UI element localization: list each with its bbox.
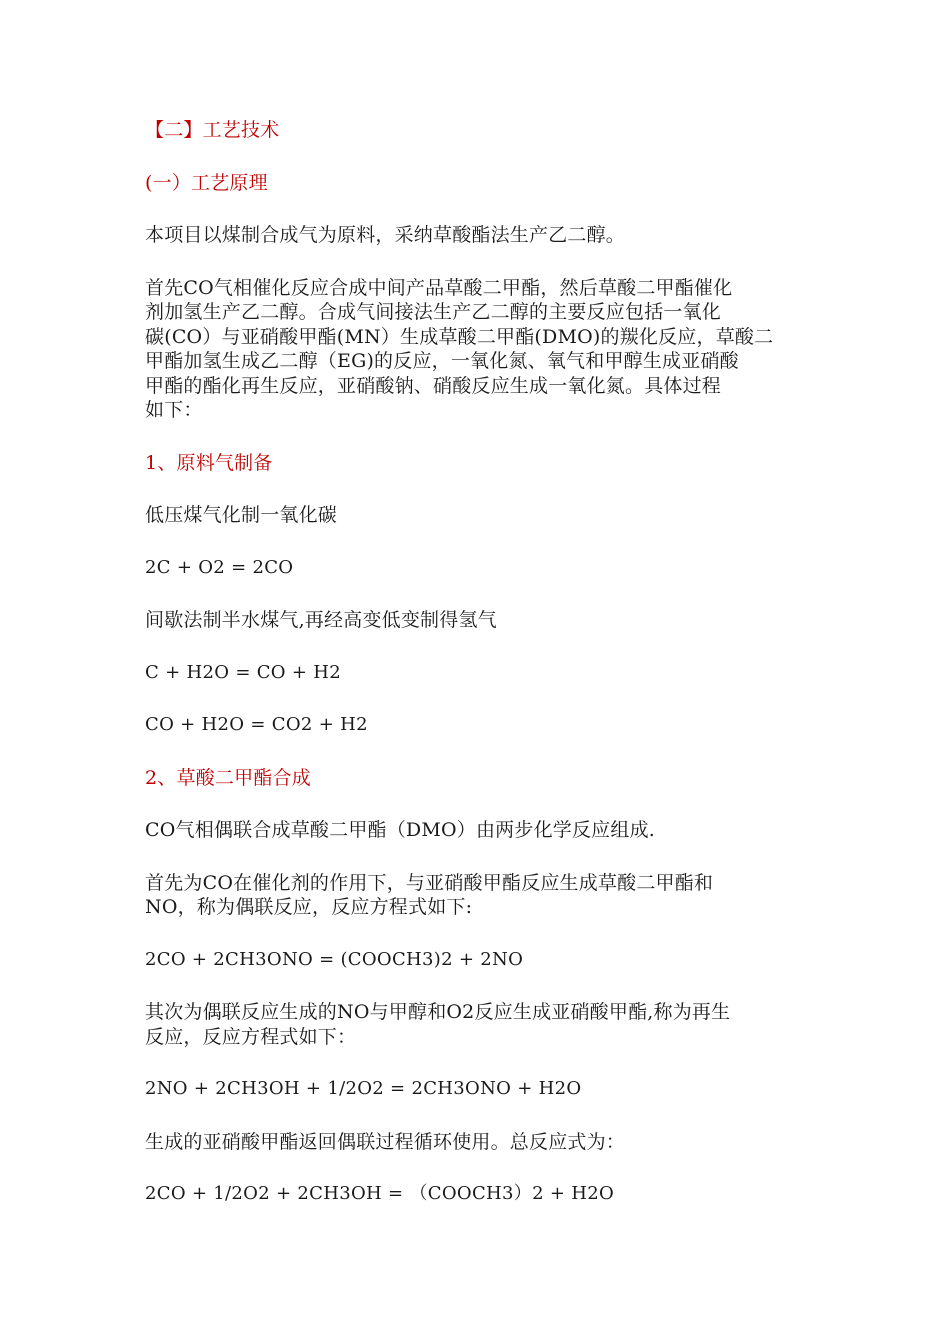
step2-heading: 2、草酸二甲酯合成 <box>145 766 311 789</box>
step1-text-a: 低压煤气化制一氧化碳 <box>145 504 338 526</box>
overview-paragraph <box>145 276 805 423</box>
intro-paragraph: 本项目以煤制合成气为原料，采纳草酸酯法生产乙二醇。 <box>145 224 626 246</box>
step2-text-a: CO气相偶联合成草酸二甲酯（DMO）由两步化学反应组成. <box>145 819 656 841</box>
equation-6: 2CO + 1/2O2 + 2CH3OH = （COOCH3）2 + H2O <box>145 1183 615 1204</box>
step2-text-c-line: 反应，反应方程式如下： <box>145 1025 357 1048</box>
step1-text-b: 间歇法制半水煤气,再经高变低变制得氢气 <box>145 609 497 631</box>
equation-4: 2CO + 2CH3ONO = (COOCH3)2 + 2NO <box>145 948 524 970</box>
equation-3: CO + H2O = CO2 + H2 <box>145 714 368 735</box>
document-page <box>145 118 805 1235</box>
overview-line: 如下： <box>145 399 203 421</box>
overview-line: 首先CO气相催化反应合成中间产品草酸二甲酯，然后草酸二甲酯催化 <box>145 276 733 299</box>
step2-text-b-line: NO，称为偶联反应，反应方程式如下: <box>145 896 473 918</box>
section-title: 【二】工艺技术 <box>145 119 280 141</box>
overview-line: 碳(CO）与亚硝酸甲酯(MN）生成草酸二甲酯(DMO)的羰化反应，草酸二 <box>145 325 774 348</box>
step2-text-d: 生成的亚硝酸甲酯返回偶联过程循环使用。总反应式为： <box>145 1130 626 1153</box>
step2-text-b-line: 首先为CO在催化剂的作用下，与亚硝酸甲酯反应生成草酸二甲酯和 <box>145 871 714 894</box>
step2-text-c-line: 其次为偶联反应生成的NO与甲醇和O2反应生成亚硝酸甲酯,称为再生 <box>145 1001 731 1023</box>
step2-text-b <box>145 871 805 920</box>
step2-text-c <box>145 1000 805 1049</box>
step1-heading: 1、原料气制备 <box>145 451 273 474</box>
equation-2: C + H2O = CO + H2 <box>145 661 342 683</box>
overview-line: 甲酯加氢生成乙二醇（EG)的反应，一氧化氮、氧气和甲醇生成亚硝酸 <box>145 350 739 372</box>
overview-line: 剂加氢生产乙二醇。合成气间接法生产乙二醇的主要反应包括一氧化 <box>145 301 722 323</box>
overview-line: 甲酯的酯化再生反应，亚硝酸钠、硝酸反应生成一氧化氮。具体过程 <box>145 374 722 397</box>
subsection-title: (一）工艺原理 <box>145 171 268 194</box>
equation-5: 2NO + 2CH3OH + 1/2O2 = 2CH3ONO + H2O <box>145 1078 582 1099</box>
equation-1: 2C + O2 = 2CO <box>145 556 294 578</box>
